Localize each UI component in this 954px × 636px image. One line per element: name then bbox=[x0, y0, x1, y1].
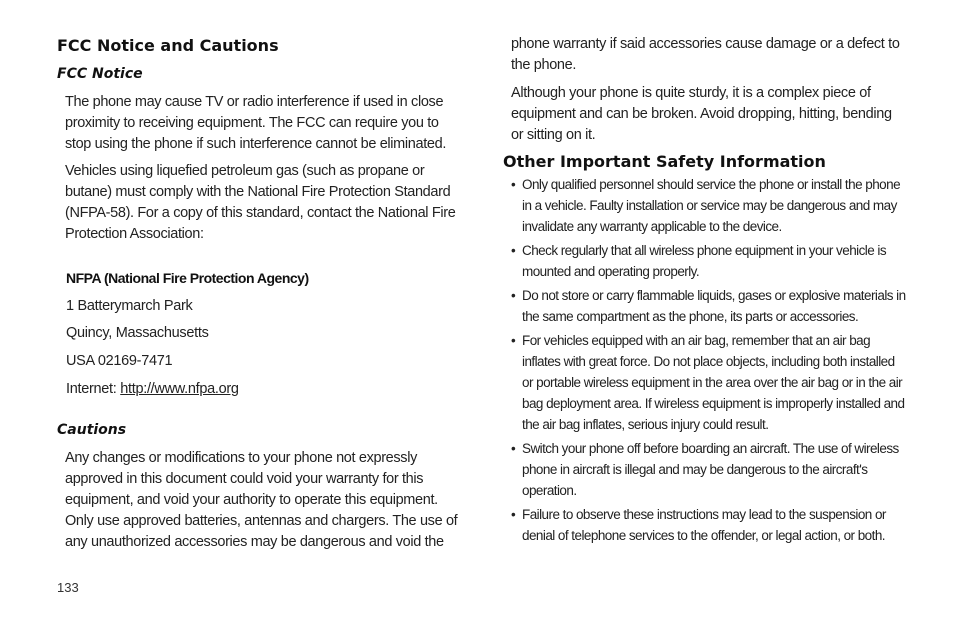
safety-bullet-list bbox=[511, 174, 906, 549]
text-line: equipment and can be broken. Avoid dropping, hitting, bending bbox=[511, 106, 892, 122]
list-item bbox=[511, 285, 906, 327]
text-line: operation. bbox=[522, 483, 577, 498]
text-line: the same compartment as the phone, its parts or accessories. bbox=[522, 309, 859, 324]
fcc-paragraph-1 bbox=[65, 92, 446, 155]
list-item bbox=[511, 174, 906, 237]
text-line: Switch your phone off before boarding an aircraft. The use of wireless bbox=[522, 441, 899, 456]
other-safety-heading: Other Important Safety Information bbox=[503, 152, 826, 171]
fcc-notice-title: FCC Notice bbox=[57, 66, 143, 82]
cautions-continued-paragraph bbox=[511, 34, 900, 76]
text-line: or sitting on it. bbox=[511, 127, 596, 143]
address-line-1: 1 Batterymarch Park bbox=[66, 298, 193, 314]
section-heading: FCC Notice and Cautions bbox=[57, 36, 279, 55]
address-line-3: USA 02169-7471 bbox=[66, 353, 173, 369]
bullet-icon: • bbox=[511, 177, 516, 192]
address-line-2: Quincy, Massachusetts bbox=[66, 325, 209, 341]
list-item bbox=[511, 438, 906, 501]
text-line: proximity to receiving equipment. The FCC can require you to bbox=[65, 115, 439, 131]
text-line: Only use approved batteries, antennas and chargers. The use of bbox=[65, 513, 458, 529]
text-line: For vehicles equipped with an air bag, remember that an air bag bbox=[522, 333, 871, 348]
internet-line bbox=[66, 381, 239, 397]
text-line: The phone may cause TV or radio interference if used in close bbox=[65, 94, 444, 110]
text-line: Vehicles using liquefied petroleum gas (such as propane or bbox=[65, 163, 425, 179]
text-line: stop using the phone if such interference cannot be eliminated. bbox=[65, 136, 446, 152]
text-line: Check regularly that all wireless phone equipment in your vehicle is bbox=[522, 243, 887, 258]
fcc-paragraph-2 bbox=[65, 161, 455, 245]
text-line: phone warranty if said accessories cause damage or a defect to bbox=[511, 36, 900, 52]
list-item bbox=[511, 504, 906, 546]
text-line: the phone. bbox=[511, 57, 577, 73]
bullet-icon: • bbox=[511, 333, 516, 348]
bullet-icon: • bbox=[511, 507, 516, 522]
text-line: Although your phone is quite sturdy, it is a complex piece of bbox=[511, 85, 871, 101]
page-number: 133 bbox=[57, 580, 79, 595]
text-line: equipment, and void your authority to operate this equipment. bbox=[65, 492, 438, 508]
text-line: Do not store or carry flammable liquids, gases or explosive materials in bbox=[522, 288, 906, 303]
sturdy-paragraph bbox=[511, 83, 892, 146]
nfpa-website-link[interactable]: http://www.nfpa.org bbox=[120, 381, 239, 397]
cautions-paragraph bbox=[65, 448, 457, 553]
list-item bbox=[511, 240, 906, 282]
internet-label: Internet: bbox=[66, 381, 121, 397]
text-line: Failure to observe these instructions may lead to the suspension or bbox=[522, 507, 886, 522]
nfpa-title: NFPA (National Fire Protection Agency) bbox=[66, 270, 309, 286]
text-line: mounted and operating properly. bbox=[522, 264, 700, 279]
text-line: Any changes or modifications to your phone not expressly bbox=[65, 450, 417, 466]
text-line: in a vehicle. Faulty installation or service may be dangerous and may bbox=[522, 198, 897, 213]
bullet-icon: • bbox=[511, 441, 516, 456]
text-line: (NFPA-58). For a copy of this standard, contact the National Fire bbox=[65, 205, 456, 221]
list-item bbox=[511, 330, 906, 435]
text-line: phone in aircraft is illegal and may be dangerous to the aircraft's bbox=[522, 462, 868, 477]
text-line: any unauthorized accessories may be dangerous and void the bbox=[65, 534, 444, 550]
text-line: Only qualified personnel should service the phone or install the phone bbox=[522, 177, 901, 192]
text-line: denial of telephone services to the offender, or legal action, or both. bbox=[522, 528, 885, 543]
bullet-icon: • bbox=[511, 288, 516, 303]
cautions-title: Cautions bbox=[57, 422, 127, 438]
text-line: Protection Association: bbox=[65, 226, 204, 242]
bullet-icon: • bbox=[511, 243, 516, 258]
text-line: butane) must comply with the National Fire Protection Standard bbox=[65, 184, 451, 200]
text-line: invalidate any warranty applicable to the device. bbox=[522, 219, 782, 234]
text-line: the air bag inflates, serious injury could result. bbox=[522, 417, 769, 432]
text-line: or portable wireless equipment in the area over the air bag or in the air bbox=[522, 375, 903, 390]
text-line: approved in this document could void your warranty for this bbox=[65, 471, 424, 487]
text-line: inflates with great force. Do not place objects, including both installed bbox=[522, 354, 895, 369]
text-line: bag deployment area. If wireless equipment is improperly installed and bbox=[522, 396, 905, 411]
